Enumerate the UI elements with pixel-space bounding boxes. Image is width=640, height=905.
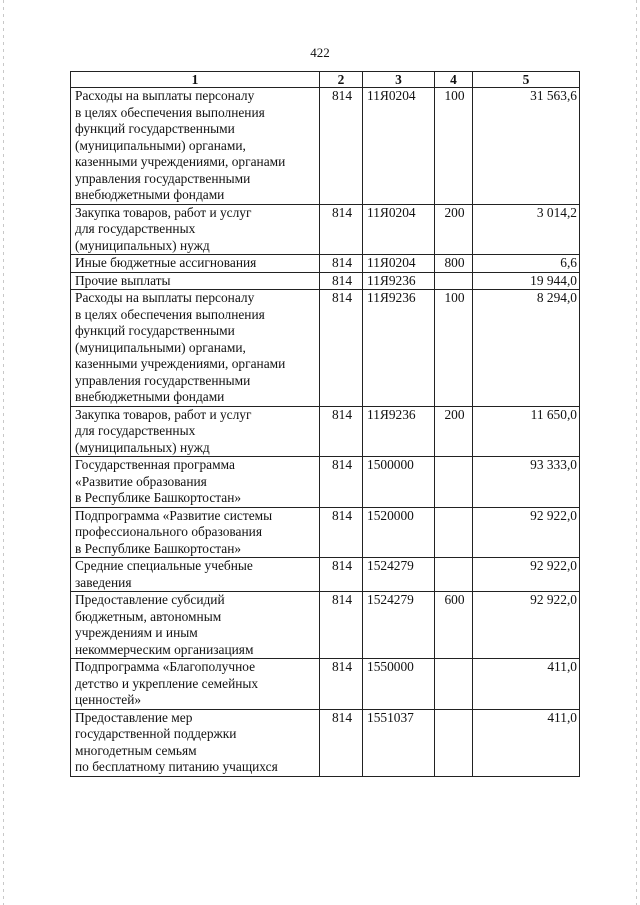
header-col-4: 4 [435, 72, 473, 88]
page-number: 422 [310, 45, 330, 60]
scan-edge-right [636, 0, 637, 905]
cell-department-code: 814 [320, 709, 363, 776]
cell-amount: 11 650,0 [473, 406, 580, 457]
cell-department-code: 814 [320, 88, 363, 205]
cell-amount: 411,0 [473, 709, 580, 776]
cell-department-code: 814 [320, 272, 363, 290]
cell-name: Закупка товаров, работ и услуг для государственных (муниципальных) нужд [71, 204, 320, 255]
cell-amount: 92 922,0 [473, 592, 580, 659]
cell-department-code: 814 [320, 290, 363, 407]
table-row [71, 659, 580, 710]
cell-name: Подпрограмма «Благополучное детство и укрепление семейных ценностей» [71, 659, 320, 710]
cell-amount: 8 294,0 [473, 290, 580, 407]
scan-edge-left [3, 0, 4, 905]
table-row [71, 204, 580, 255]
table-row [71, 272, 580, 290]
cell-target-article: 11Я0204 [363, 88, 435, 205]
cell-target-article: 11Я9236 [363, 272, 435, 290]
cell-amount: 31 563,6 [473, 88, 580, 205]
cell-target-article: 1500000 [363, 457, 435, 508]
cell-name: Подпрограмма «Развитие системы профессионального образования в Республике Башкортостан» [71, 507, 320, 558]
table-row [71, 457, 580, 508]
cell-expense-type: 800 [435, 255, 473, 273]
cell-name: Закупка товаров, работ и услуг для государственных (муниципальных) нужд [71, 406, 320, 457]
cell-expense-type [435, 709, 473, 776]
cell-expense-type: 200 [435, 406, 473, 457]
cell-department-code: 814 [320, 507, 363, 558]
table-row [71, 592, 580, 659]
cell-target-article: 11Я0204 [363, 255, 435, 273]
cell-expense-type [435, 272, 473, 290]
cell-target-article: 1550000 [363, 659, 435, 710]
cell-amount: 93 333,0 [473, 457, 580, 508]
table-row [71, 507, 580, 558]
cell-name: Расходы на выплаты персоналу в целях обеспечения выполнения функций государственными (муниципальными) органами, казенными учреждениями, органами управления государственными внебюджетными фондами [71, 88, 320, 205]
cell-target-article: 11Я9236 [363, 406, 435, 457]
cell-amount: 411,0 [473, 659, 580, 710]
table-row [71, 709, 580, 776]
cell-department-code: 814 [320, 255, 363, 273]
cell-name: Предоставление мер государственной поддержки многодетным семьям по бесплатному питанию учащихся [71, 709, 320, 776]
cell-name: Прочие выплаты [71, 272, 320, 290]
cell-target-article: 11Я9236 [363, 290, 435, 407]
header-col-1: 1 [71, 72, 320, 88]
cell-amount: 92 922,0 [473, 558, 580, 592]
cell-department-code: 814 [320, 457, 363, 508]
cell-expense-type [435, 659, 473, 710]
cell-amount: 92 922,0 [473, 507, 580, 558]
table-header-row [71, 72, 580, 88]
table-row [71, 88, 580, 205]
table-row [71, 558, 580, 592]
cell-expense-type: 100 [435, 290, 473, 407]
cell-target-article: 1551037 [363, 709, 435, 776]
table-row [71, 406, 580, 457]
cell-expense-type [435, 457, 473, 508]
table-body [71, 88, 580, 777]
header-col-5: 5 [473, 72, 580, 88]
budget-table [70, 71, 580, 777]
cell-expense-type: 100 [435, 88, 473, 205]
cell-target-article: 11Я0204 [363, 204, 435, 255]
cell-department-code: 814 [320, 204, 363, 255]
cell-name: Государственная программа «Развитие образования в Республике Башкортостан» [71, 457, 320, 508]
cell-name: Предоставление субсидий бюджетным, автономным учреждениям и иным некоммерческим организациям [71, 592, 320, 659]
cell-expense-type: 600 [435, 592, 473, 659]
cell-target-article: 1524279 [363, 558, 435, 592]
header-col-3: 3 [363, 72, 435, 88]
cell-name: Средние специальные учебные заведения [71, 558, 320, 592]
cell-expense-type [435, 507, 473, 558]
cell-expense-type: 200 [435, 204, 473, 255]
cell-name: Расходы на выплаты персоналу в целях обеспечения выполнения функций государственными (муниципальными) органами, казенными учреждениями, органами управления государственными внебюджетными фондами [71, 290, 320, 407]
cell-amount: 19 944,0 [473, 272, 580, 290]
table-row [71, 290, 580, 407]
cell-amount: 6,6 [473, 255, 580, 273]
cell-name: Иные бюджетные ассигнования [71, 255, 320, 273]
cell-department-code: 814 [320, 558, 363, 592]
cell-department-code: 814 [320, 659, 363, 710]
cell-expense-type [435, 558, 473, 592]
cell-department-code: 814 [320, 592, 363, 659]
header-col-2: 2 [320, 72, 363, 88]
cell-amount: 3 014,2 [473, 204, 580, 255]
cell-department-code: 814 [320, 406, 363, 457]
cell-target-article: 1520000 [363, 507, 435, 558]
cell-target-article: 1524279 [363, 592, 435, 659]
table-row [71, 255, 580, 273]
